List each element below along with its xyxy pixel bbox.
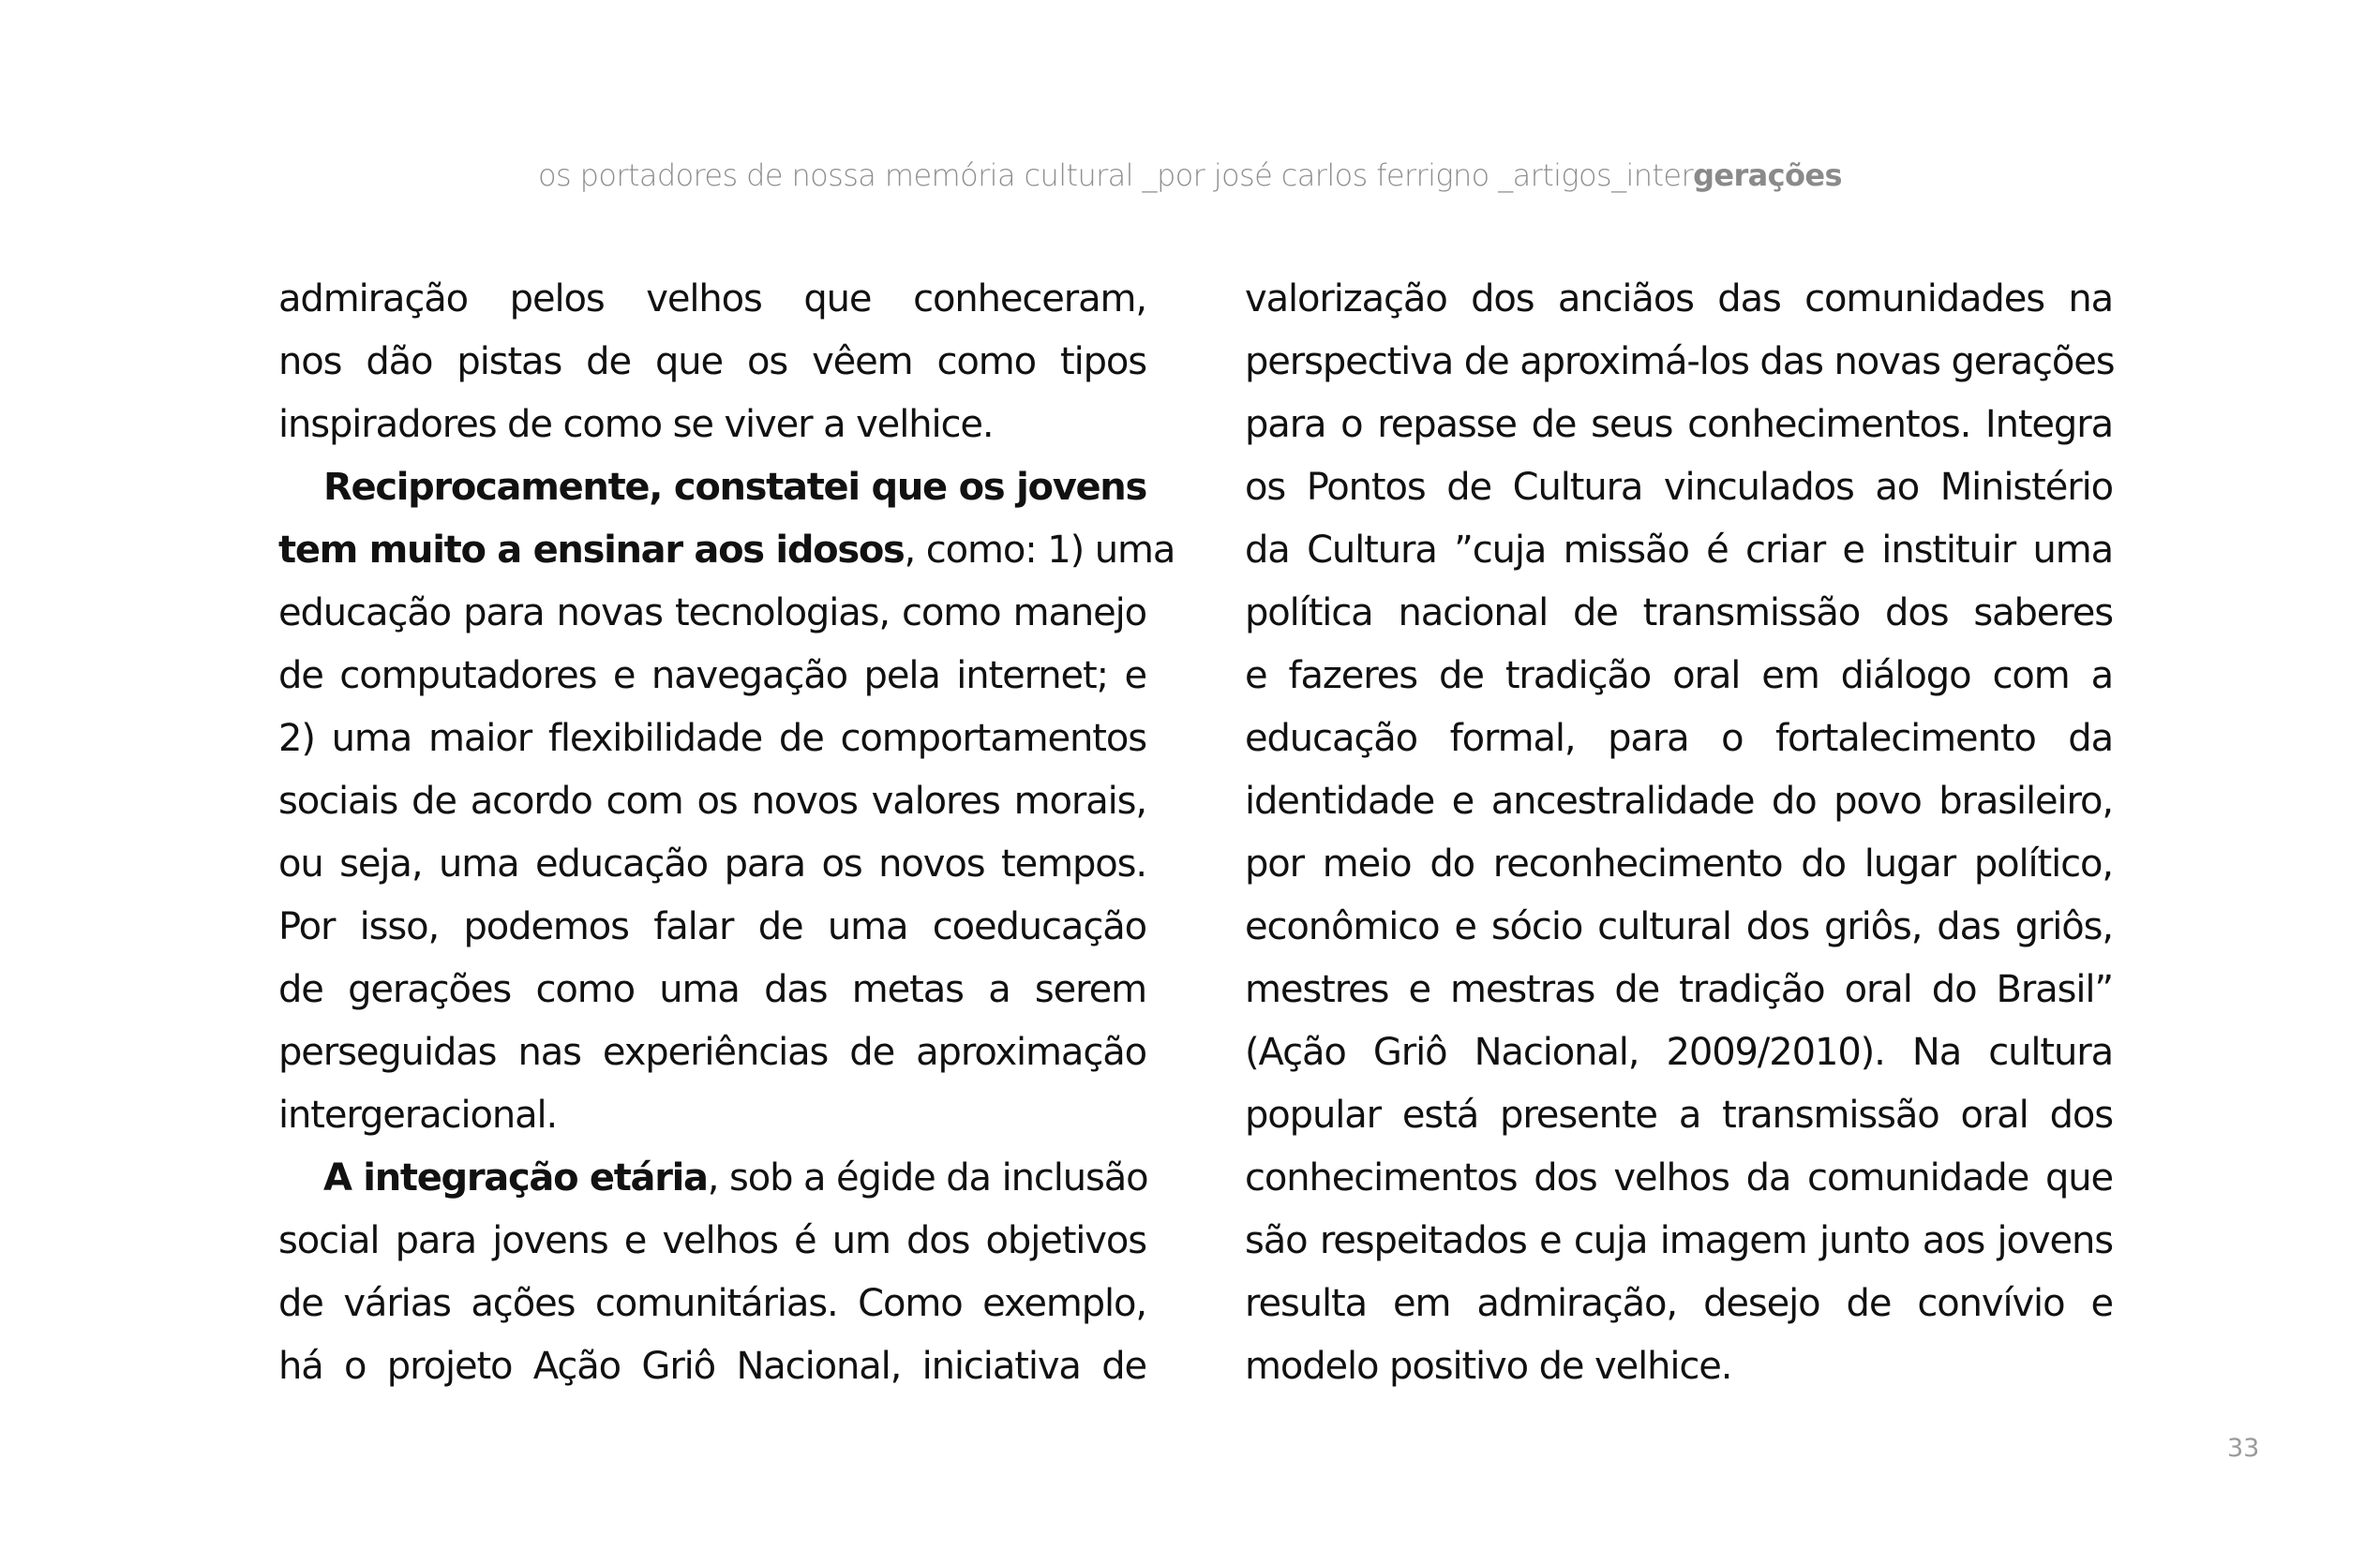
running-header: [0, 157, 2380, 193]
text-line: [278, 1147, 1146, 1210]
running-header-bold: gerações: [1693, 157, 1842, 193]
left-column: [278, 268, 1175, 1398]
text-line: educação formal, para o fortalecimento da: [1245, 717, 2113, 760]
text-line: educação para novas tecnologias, como manejo: [278, 591, 1146, 634]
bold-phrase: tem muito a ensinar aos idosos: [278, 529, 905, 572]
text-line: (Ação Griô Nacional, 2009/2010). Na cultura: [1245, 1031, 2113, 1074]
text-line: inspiradores de como se viver a velhice.: [278, 403, 994, 446]
text-line: [278, 519, 1175, 582]
text-line: e fazeres de tradição oral em diálogo com a: [1245, 654, 2113, 697]
text-line: de várias ações comunitárias. Como exemplo,: [278, 1282, 1146, 1325]
text-line: nos dão pistas de que os vêem como tipos: [278, 340, 1146, 383]
text-line: os Pontos de Cultura vinculados ao Ministério: [1245, 466, 2113, 509]
text-line: sociais de acordo com os novos valores morais,: [278, 780, 1146, 823]
text-line: econômico e sócio cultural dos griôs, das griôs,: [1245, 905, 2113, 948]
text-line: admiração pelos velhos que conheceram,: [278, 277, 1146, 320]
text-line: 2) uma maior flexibilidade de comportamentos: [278, 717, 1146, 760]
text-line: conhecimentos dos velhos da comunidade que: [1245, 1156, 2113, 1200]
text-line: perspectiva de aproximá-los das novas gerações: [1245, 340, 2115, 383]
text-line: modelo positivo de velhice.: [1245, 1345, 1732, 1388]
text-line: resulta em admiração, desejo de convívio e: [1245, 1282, 2113, 1325]
text-line: por meio do reconhecimento do lugar político,: [1245, 842, 2113, 886]
text-line: para o repasse de seus conhecimentos. Integra: [1245, 403, 2113, 446]
text-line: perseguidas nas experiências de aproximação: [278, 1031, 1146, 1074]
page-number: 33: [2227, 1434, 2260, 1463]
text-line: social para jovens e velhos é um dos objetivos: [278, 1219, 1146, 1262]
text-line: mestres e mestras de tradição oral do Brasil”: [1245, 968, 2113, 1011]
text-line: da Cultura ”cuja missão é criar e instituir uma: [1245, 529, 2113, 572]
text-line: há o projeto Ação Griô Nacional, iniciativa de: [278, 1345, 1146, 1388]
text-line: de computadores e navegação pela internet; e: [278, 654, 1146, 697]
text-line: intergeracional.: [278, 1094, 558, 1137]
text-line: valorização dos anciãos das comunidades na: [1245, 277, 2113, 320]
text-run: , sob a égide da inclusão: [707, 1156, 1148, 1200]
right-column: [1245, 268, 2113, 1398]
text-line: ou seja, uma educação para os novos tempos.: [278, 842, 1146, 886]
running-header-regular: os portadores de nossa memória cultural _por josé carlos ferrigno _artigos_inter: [538, 157, 1694, 193]
bold-phrase: A integração etária: [323, 1156, 708, 1200]
text-line: de gerações como uma das metas a serem: [278, 968, 1146, 1011]
text-line: [278, 456, 1146, 519]
text-line: são respeitados e cuja imagem junto aos jovens: [1245, 1219, 2113, 1262]
text-line: Por isso, podemos falar de uma coeducação: [278, 905, 1146, 948]
bold-phrase: Reciprocamente, constatei que os jovens: [323, 466, 1146, 509]
text-line: popular está presente a transmissão oral dos: [1245, 1094, 2113, 1137]
text-line: política nacional de transmissão dos saberes: [1245, 591, 2113, 634]
text-line: identidade e ancestralidade do povo brasileiro,: [1245, 780, 2113, 823]
text-run: , como: 1) uma: [904, 529, 1175, 572]
